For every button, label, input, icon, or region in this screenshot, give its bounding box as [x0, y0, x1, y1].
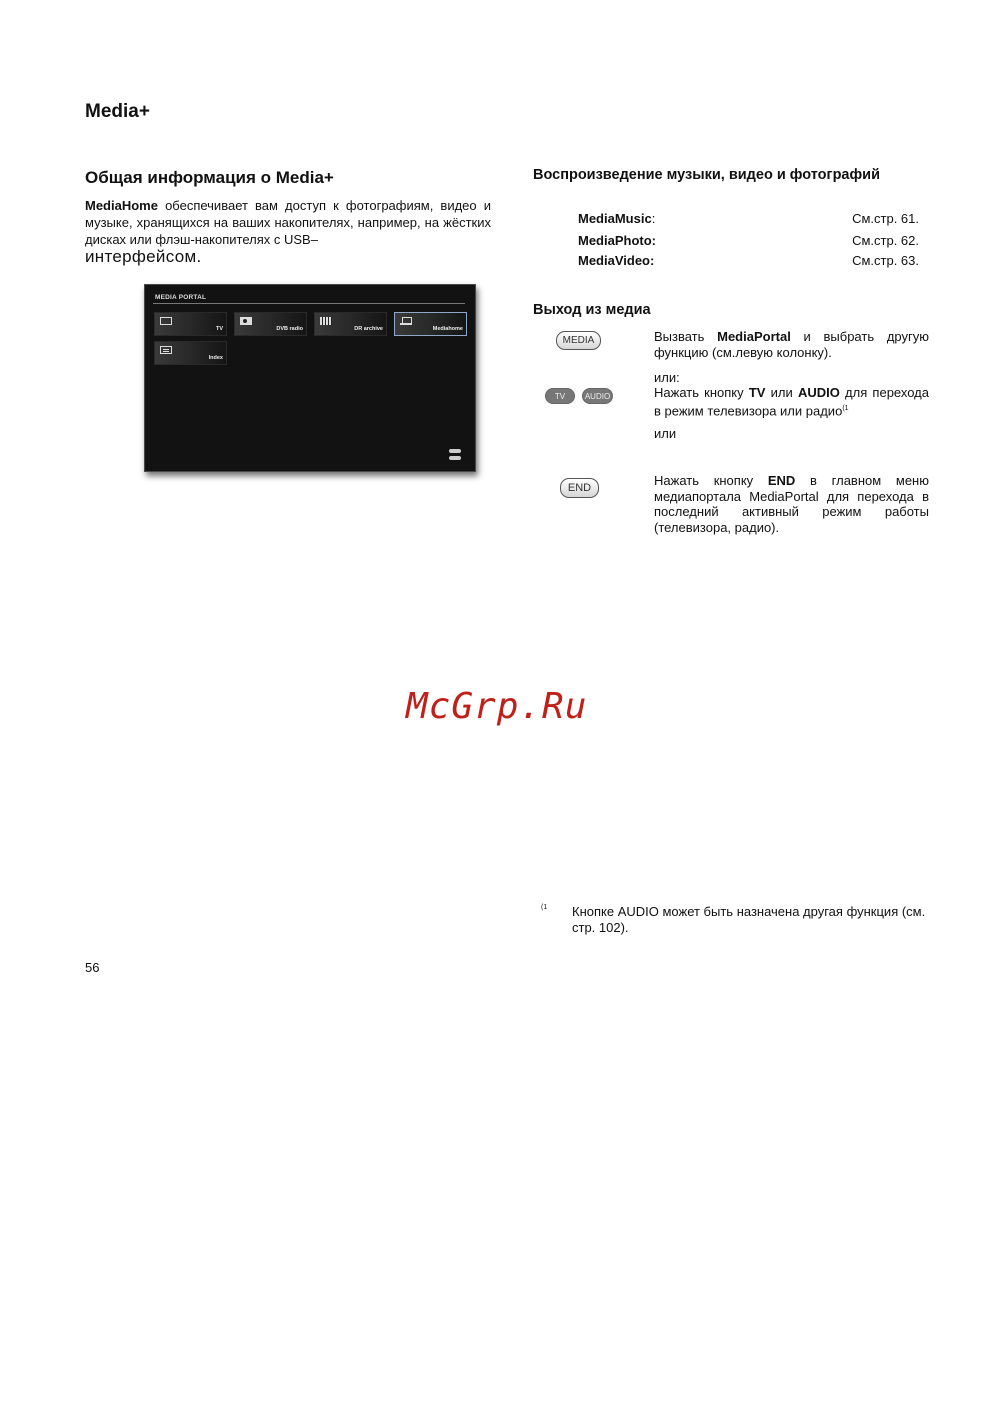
tile-label: Index [208, 355, 223, 361]
footnote-text: Кнопке AUDIO может быть назначена другая функция (см. стр. 102). [572, 904, 926, 935]
intro-paragraph [85, 197, 491, 265]
section-title: Media+ [85, 101, 150, 122]
ref-page: См.стр. 63. [852, 253, 919, 268]
remote-button-icon [449, 456, 461, 460]
or-label-2: или [654, 426, 677, 441]
step-end: Нажать кнопку END в главном меню медиапортала MediaPortal для перехода в последний активный режим работы (телевизора, радио). [654, 473, 929, 535]
tv-key-icon: TV [545, 388, 575, 404]
watermark: McGrp.Ru [406, 686, 588, 727]
index-icon [160, 346, 172, 354]
tile-dr-archive[interactable] [314, 312, 387, 336]
right-heading-playback: Воспроизведение музыки, видео и фотографий [533, 167, 881, 183]
screen-divider [153, 303, 465, 304]
tile-label: DVB radio [276, 326, 303, 332]
tile-label: Mediahome [432, 326, 463, 332]
tv-icon [160, 317, 172, 325]
media-portal-screenshot [144, 284, 476, 472]
intro-text: обеспечивает вам доступ к фотографиям, видео и музыке, хранящихся на ваших накопителях, например, на жёстких дисках или флэш-накопителях с USB– [85, 198, 491, 247]
ref-mediavideo: MediaVideo: См.стр. 63. [578, 253, 919, 268]
page-number: 56 [85, 960, 100, 975]
tile-mediahome[interactable] [394, 312, 467, 336]
radio-icon [240, 317, 252, 325]
tile-dvb-radio[interactable] [234, 312, 307, 336]
step-mediaportal: Вызвать MediaPortal и выбрать другую функцию (см.левую колонку). [654, 329, 929, 360]
right-heading-exit: Выход из медиа [533, 302, 651, 318]
tile-label: DR archive [354, 326, 383, 332]
film-icon [320, 317, 332, 325]
step-tv-audio: Нажать кнопку TV или AUDIO для перехода в режим телевизора или радио$^{(1}$ [654, 385, 929, 418]
or-label-1: или: [654, 370, 680, 385]
tile-index[interactable] [154, 341, 227, 365]
footnote-mark: (1 [541, 904, 548, 911]
tile-tv[interactable] [154, 312, 227, 336]
intro-bold: MediaHome [85, 198, 158, 213]
ref-page: См.стр. 62. [852, 233, 919, 248]
media-key-icon: MEDIA [556, 331, 601, 350]
left-heading: Общая информация о Media+ [85, 168, 334, 187]
remote-button-icon [449, 449, 461, 453]
home-icon [400, 317, 412, 325]
audio-key-icon: AUDIO [582, 388, 613, 404]
footnote-ref: (1 [842, 404, 849, 412]
screen-title: MEDIA PORTAL [155, 294, 207, 301]
ref-mediamusic: MediaMusic: См.стр. 61. [578, 211, 919, 226]
ref-page: См.стр. 61. [852, 211, 919, 226]
tile-label: TV [215, 326, 223, 332]
intro-line2: интерфейсом. [85, 247, 202, 266]
end-key-icon: END [560, 478, 599, 498]
ref-mediaphoto: MediaPhoto: См.стр. 62. [578, 233, 919, 248]
